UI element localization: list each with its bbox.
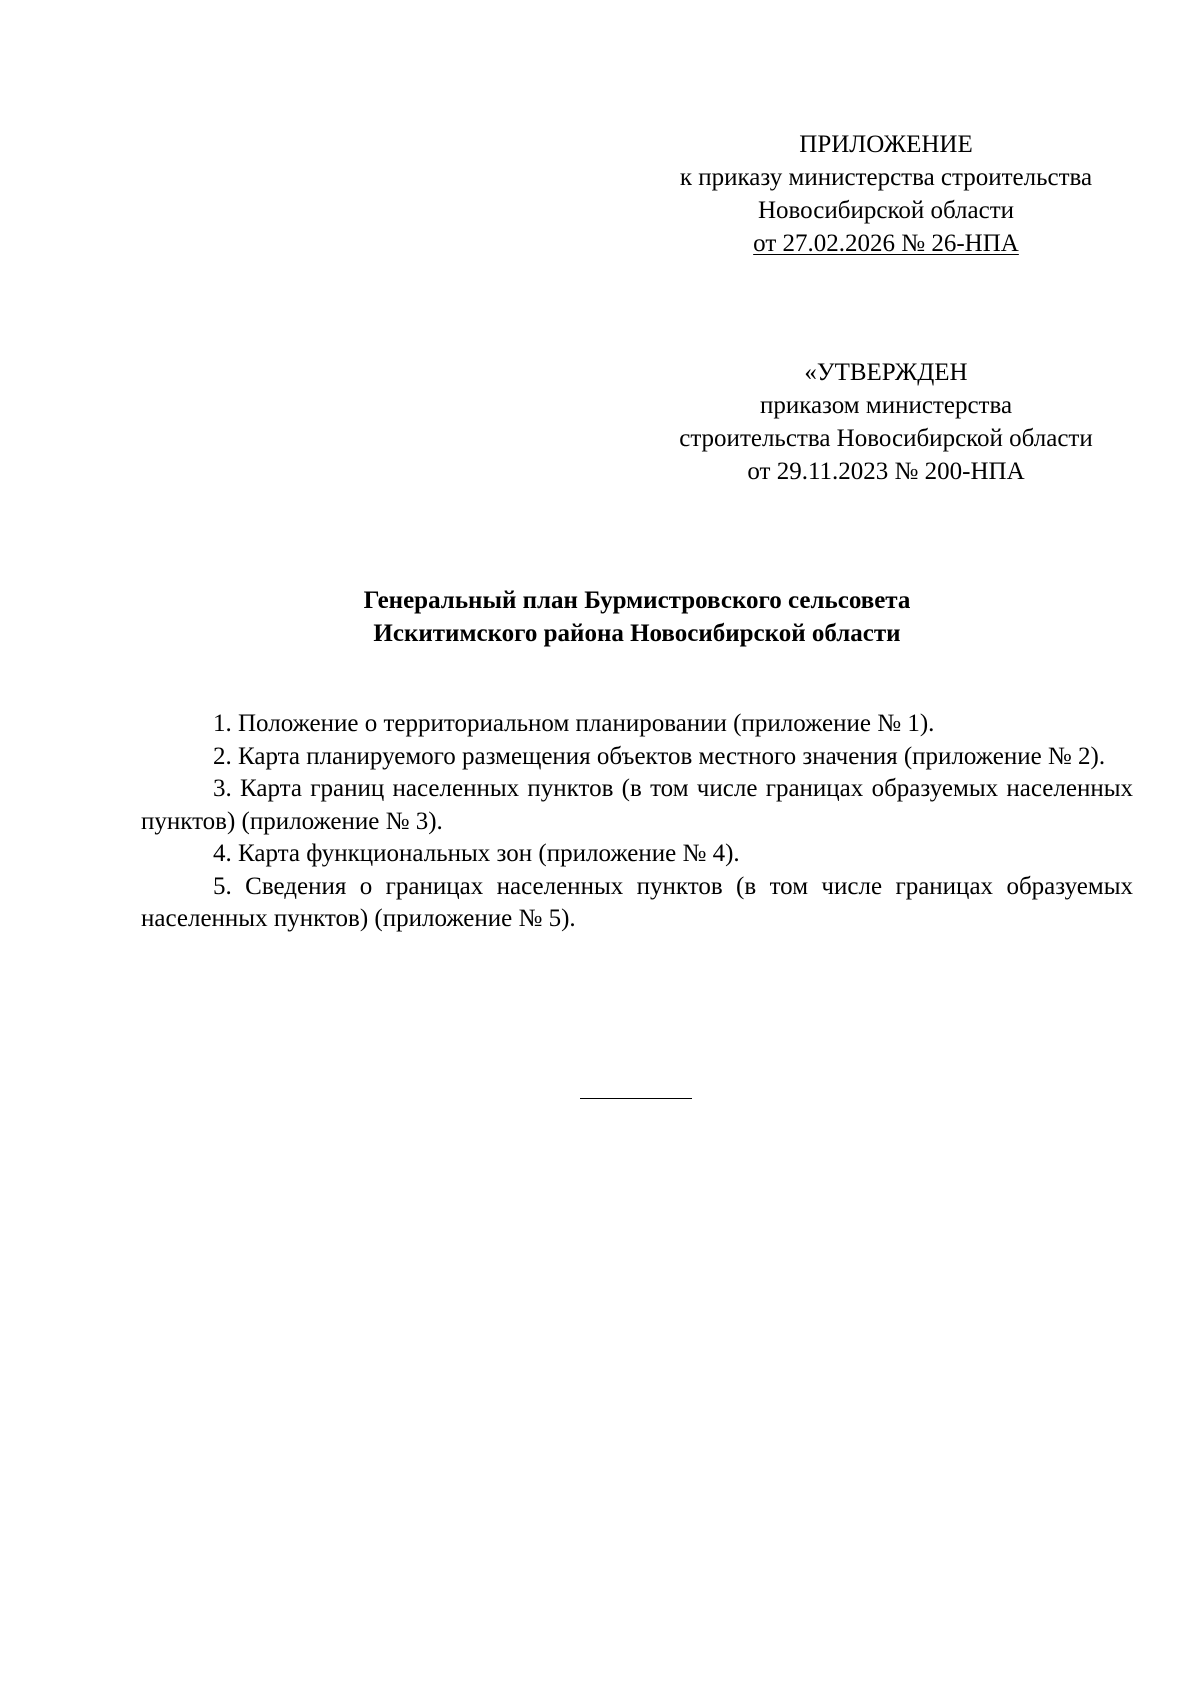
annex-line-order: к приказу министерства строительства: [679, 164, 1093, 191]
annex-line-region: Новосибирской области: [757, 197, 1015, 224]
list-item: 2. Карта планируемого размещения объектов местного значения (приложение № 2).: [213, 742, 1106, 770]
annex-order-date-number: от 27.02.2026 № 26-НПА: [753, 230, 1019, 257]
annex-title: ПРИЛОЖЕНИЕ: [799, 131, 973, 158]
approved-block: [640, 356, 1132, 488]
document-title-line-2: Искитимского района Новосибирской области: [373, 620, 901, 647]
list-item: 1. Положение о территориальном планировании (приложение № 1).: [213, 710, 935, 737]
contents-list: [141, 708, 1133, 936]
approved-line-order: приказом министерства: [759, 392, 1013, 419]
list-item: 3. Карта границ населенных пунктов (в том числе границах образуемых населенных пунктов) (приложение № 3).: [141, 775, 1133, 835]
document-title-line-1: Генеральный план Бурмистровского сельсовета: [363, 587, 911, 614]
list-item: 4. Карта функциональных зон (приложение № 4).: [213, 840, 740, 867]
closing-divider: [580, 1098, 692, 1099]
annex-block: [640, 128, 1132, 260]
approved-order-date-number: от 29.11.2023 № 200-НПА: [747, 458, 1025, 485]
list-item: 5. Сведения о границах населенных пунктов (в том числе границах образуемых населенных пунктов) (приложение № 5).: [141, 872, 1133, 932]
document-title: [140, 584, 1134, 650]
approved-line-ministry: строительства Новосибирской области: [679, 425, 1093, 452]
approved-title: «УТВЕРЖДЕН: [804, 359, 968, 386]
